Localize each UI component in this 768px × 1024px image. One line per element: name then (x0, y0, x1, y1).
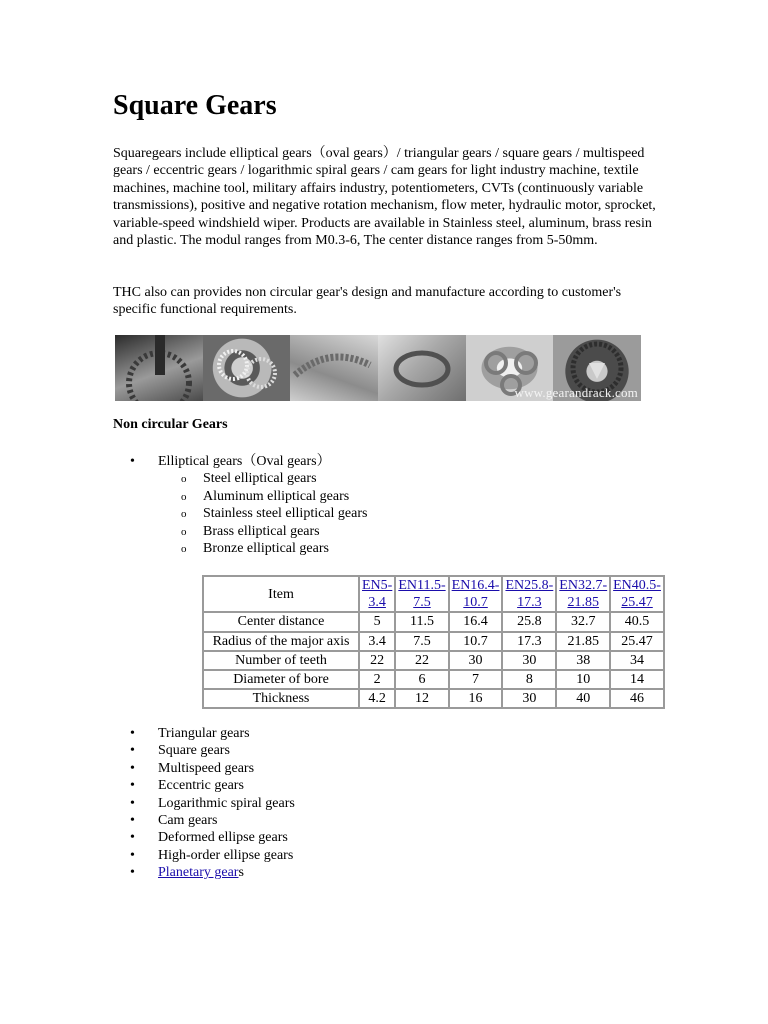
page-title: Square Gears (113, 90, 277, 121)
gear-photo-2 (203, 335, 291, 401)
section-heading: Non circular Gears (113, 417, 228, 432)
gear-photo-3 (290, 335, 378, 401)
elliptical-gear-spec-table (202, 575, 665, 709)
table-cell: 8 (502, 670, 556, 689)
row-label-cell: Diameter of bore (203, 670, 359, 689)
table-row (203, 689, 664, 708)
table-cell: 30 (449, 651, 503, 670)
list-item-planetary (113, 864, 295, 881)
sublist-item: o Brass elliptical gears (158, 523, 367, 540)
table-cell: 40 (556, 689, 610, 708)
model-link[interactable]: EN5- 3.4 (362, 578, 393, 611)
list-item: • Triangular gears (113, 725, 295, 742)
table-cell: 22 (395, 651, 448, 670)
table-cell: 12 (395, 689, 448, 708)
table-cell: 30 (502, 651, 556, 670)
table-cell: 10 (556, 670, 610, 689)
model-header-cell[interactable] (610, 576, 664, 612)
table-row (203, 612, 664, 631)
gear-photo-1 (115, 335, 203, 401)
model-header-cell[interactable] (449, 576, 503, 612)
model-header-cell[interactable] (395, 576, 448, 612)
sublist-item: o Stainless steel elliptical gears (158, 505, 367, 522)
table-cell: 6 (395, 670, 448, 689)
table-cell: 38 (556, 651, 610, 670)
table-cell: 7 (449, 670, 503, 689)
table-cell: 40.5 (610, 612, 664, 631)
table-row (203, 632, 664, 651)
table-row (203, 651, 664, 670)
sublist-item: o Aluminum elliptical gears (158, 488, 367, 505)
table-cell: 32.7 (556, 612, 610, 631)
list-item: • Square gears (113, 742, 295, 759)
planetary-gears-link[interactable]: Planetary gear (158, 865, 239, 881)
table-cell: 11.5 (395, 612, 448, 631)
table-cell: 46 (610, 689, 664, 708)
table-cell: 10.7 (449, 632, 503, 651)
table-corner-cell: Item (203, 576, 359, 612)
table-cell: 17.3 (502, 632, 556, 651)
row-label-cell: Radius of the major axis (203, 632, 359, 651)
table-cell: 25.8 (502, 612, 556, 631)
list-item-elliptical (113, 453, 367, 557)
model-header-cell[interactable] (502, 576, 556, 612)
table-cell: 5 (359, 612, 395, 631)
row-label-cell: Number of teeth (203, 651, 359, 670)
elliptical-list (113, 453, 367, 557)
table-cell: 2 (359, 670, 395, 689)
table-cell: 7.5 (395, 632, 448, 651)
row-label-cell: Thickness (203, 689, 359, 708)
table-cell: 25.47 (610, 632, 664, 651)
list-item: • High-order ellipse gears (113, 847, 295, 864)
table-cell: 4.2 (359, 689, 395, 708)
model-header-cell[interactable] (556, 576, 610, 612)
sublist-item: o Steel elliptical gears (158, 470, 367, 487)
other-gears-list (113, 725, 295, 882)
table-row (203, 670, 664, 689)
list-item: • Eccentric gears (113, 777, 295, 794)
sublist-item: o Bronze elliptical gears (158, 540, 367, 557)
table-cell: 3.4 (359, 632, 395, 651)
row-label-cell: Center distance (203, 612, 359, 631)
table-cell: 21.85 (556, 632, 610, 651)
list-item: • Multispeed gears (113, 760, 295, 777)
banner-watermark: www.gearandrack.com (514, 385, 638, 400)
gear-photo-4 (378, 335, 466, 401)
model-link[interactable]: EN11.5- 7.5 (398, 578, 446, 611)
model-header-cell[interactable] (359, 576, 395, 612)
table-cell: 34 (610, 651, 664, 670)
planetary-suffix: s (238, 865, 244, 881)
table-cell: 30 (502, 689, 556, 708)
list-item: • Logarithmic spiral gears (113, 795, 295, 812)
elliptical-sublist (158, 470, 367, 557)
model-link[interactable]: EN16.4- 10.7 (451, 578, 500, 611)
design-paragraph: THC also can provides non circular gear's design and manufacture according to customer's specific functional requirements. (113, 285, 622, 318)
table-cell: 14 (610, 670, 664, 689)
product-photo-banner (115, 335, 641, 401)
model-link[interactable]: EN32.7- 21.85 (559, 578, 608, 611)
table-header-row (203, 576, 664, 612)
model-link[interactable]: EN40.5- 25.47 (613, 578, 661, 611)
list-item: • Cam gears (113, 812, 295, 829)
intro-paragraph: Squaregears include elliptical gears（oval gears）/ triangular gears / square gears / multispeed gears / eccentric gears / logarithmic spiral gears / cam gears for light industry machine, textile machines, machine tool, military affairs industry, potentiometers, CVTs (continuously variable transmissions), positive and negative rotation mechanism, flow meter, hydraulic motor, sprocket, variable-speed windshield wiper. Products are available in Stainless steel, aluminum, brass resin and plastic. The modul ranges from M0.3-6, The center distance ranges from 5-50mm. (113, 146, 656, 249)
list-item: • Deformed ellipse gears (113, 829, 295, 846)
list-item-label: Elliptical gears（Oval gears） (158, 454, 331, 469)
table-cell: 16 (449, 689, 503, 708)
table-cell: 16.4 (449, 612, 503, 631)
table-cell: 22 (359, 651, 395, 670)
model-link[interactable]: EN25.8- 17.3 (505, 578, 554, 611)
